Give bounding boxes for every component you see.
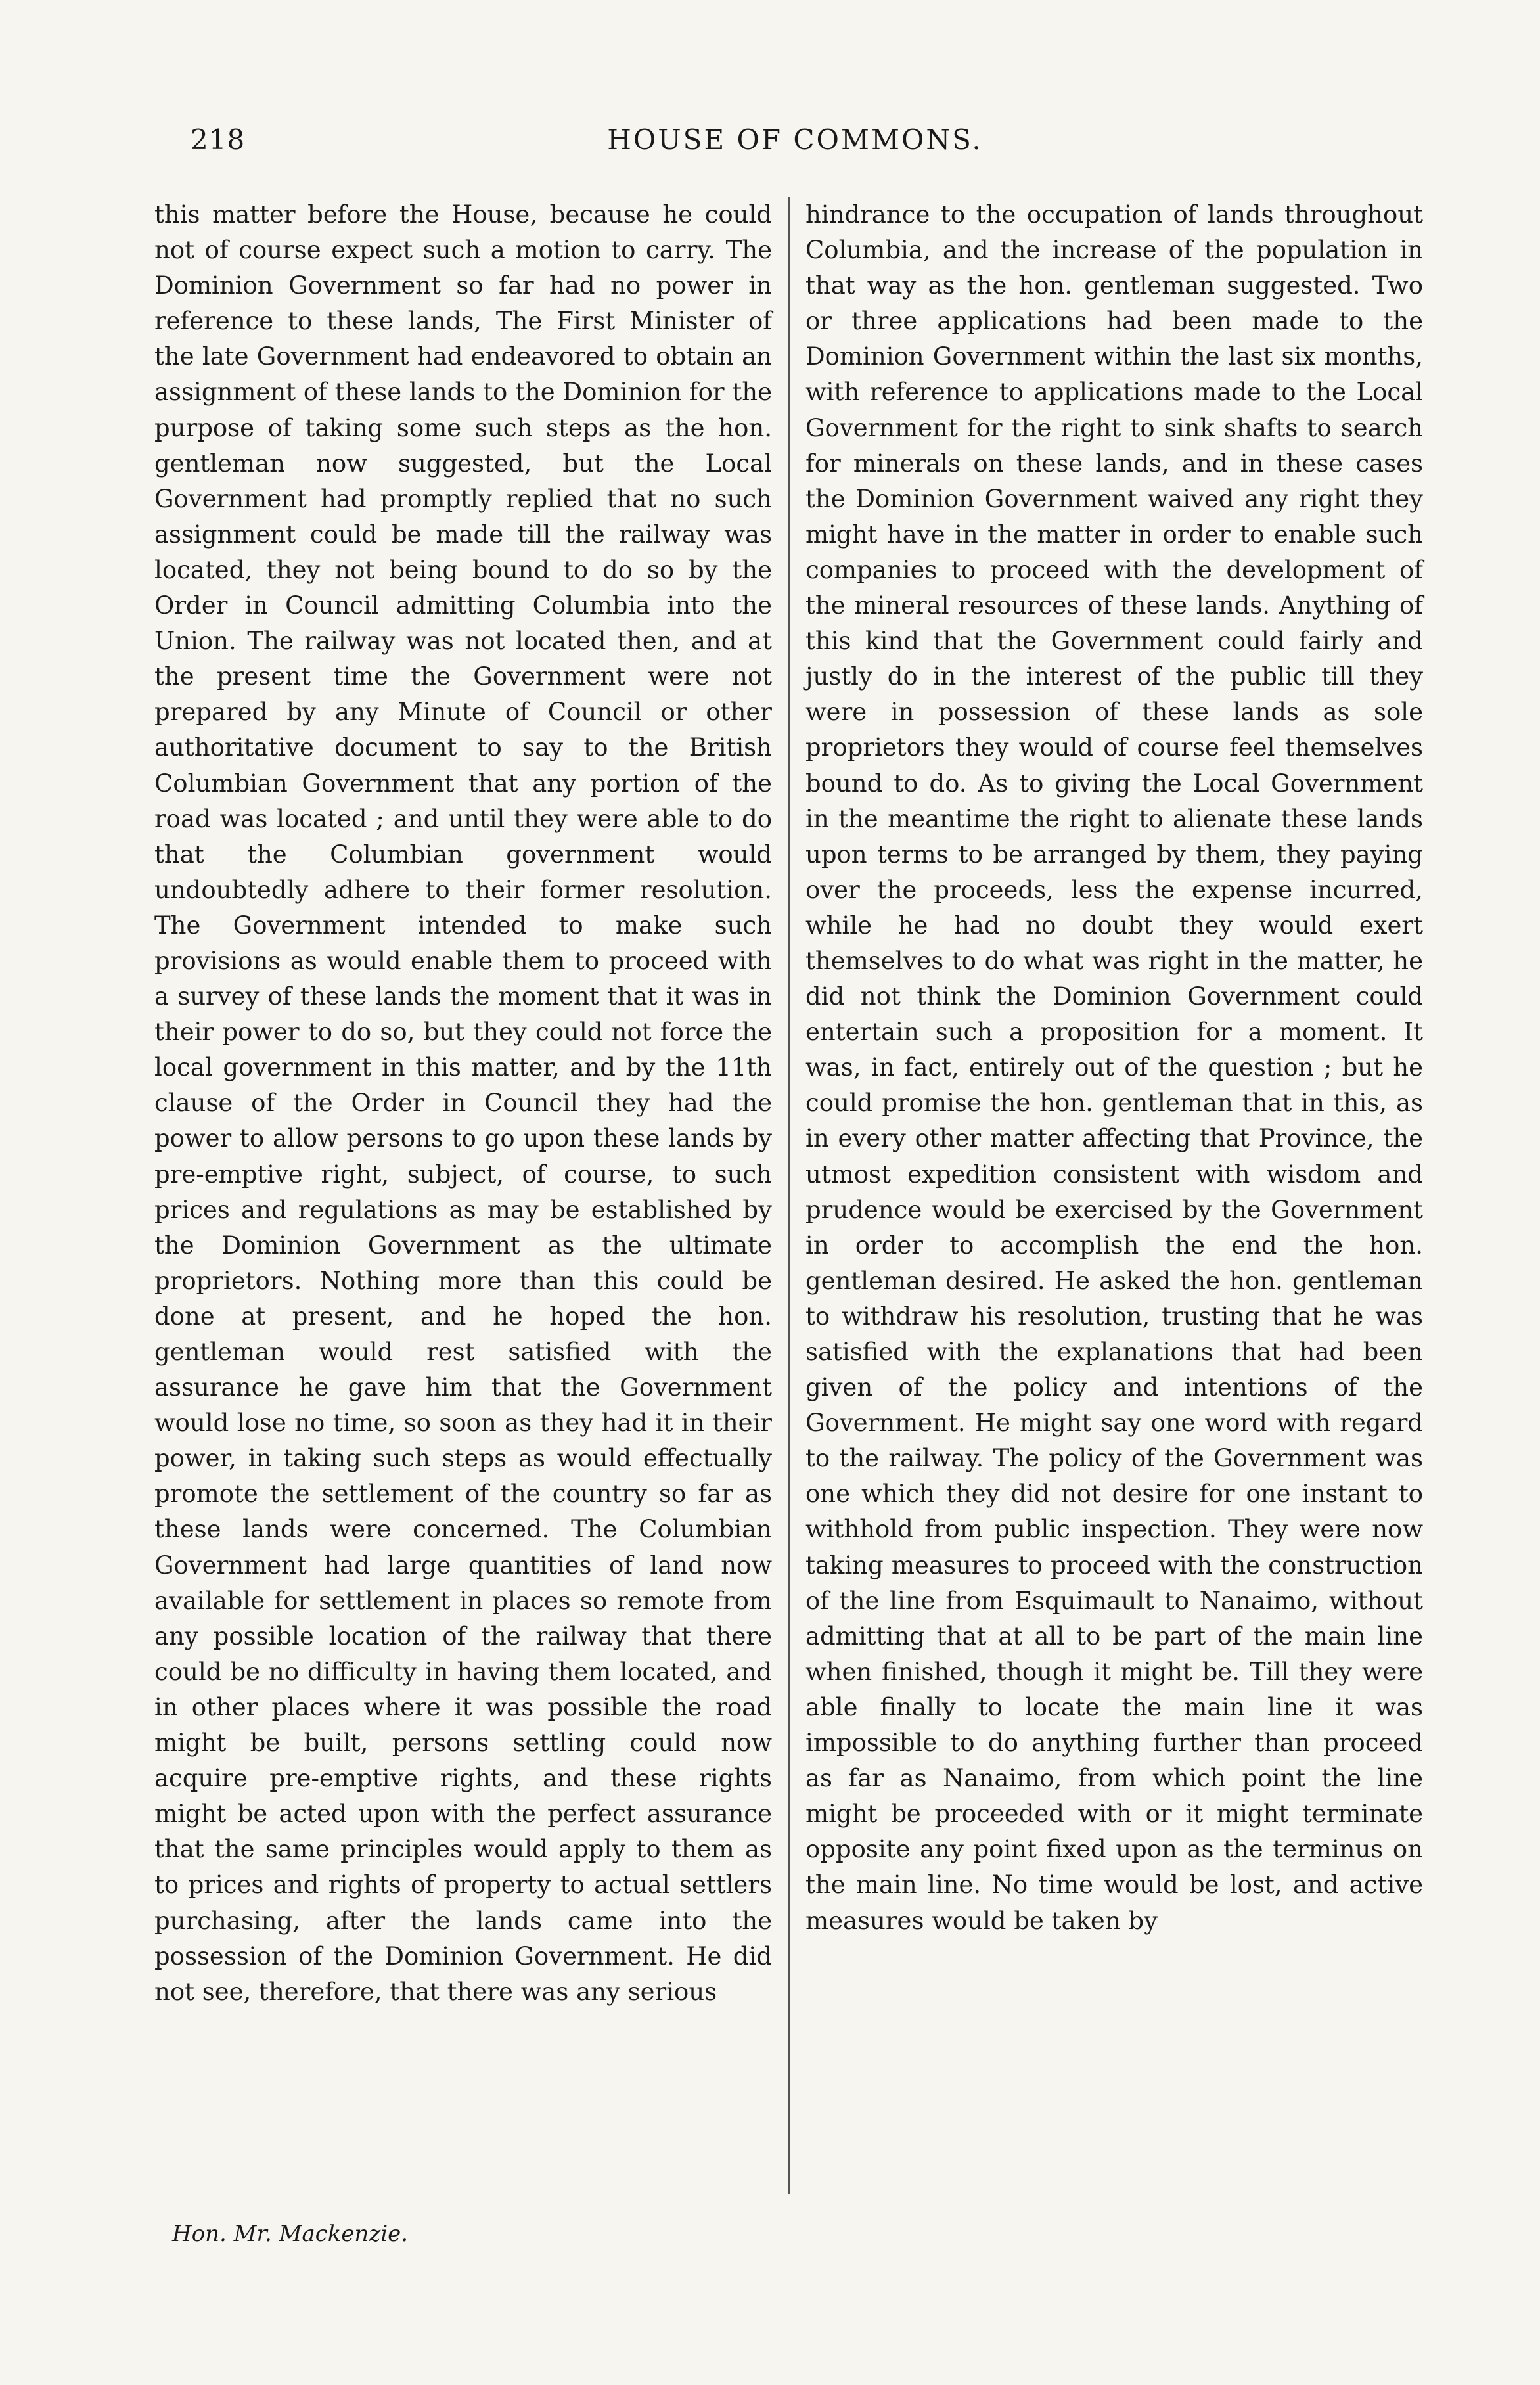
page-number: 218 (191, 124, 246, 156)
left-column (154, 197, 772, 2010)
running-head: HOUSE OF COMMONS. (607, 124, 983, 156)
column-divider (788, 197, 790, 2194)
right-column (805, 197, 1423, 1939)
left-column-text: this matter before the House, because he could not of course expect such a motion to carry. The Dominion Government so far had no power in reference to these lands, The First Minister of the late Government had endeavored to obtain an assignment of these lands to the Dominion for the purpose of taking some such steps as the hon. gentleman now suggested, but the Local Government had promptly replied that no such assignment could be made till the railway was located, they not being bound to do so by the Order in Council admitting Columbia into the Union. The railway was not located then, and at the present time the Government were not prepared by any Minute of Council or other authoritative document to say to the British Columbian Government that any portion of the road was located ; and until they were able to do that the Columbian government would undoubtedly adhere to their former resolution. The Government intended to make such provisions as would enable them to proceed with a survey of these lands the moment that it was in their power to do so, but they could not force the local government in this matter, and by the 11th clause of the Order in Council they had the power to allow persons to go upon these lands by pre-emptive right, subject, of course, to such prices and regulations as may be established by the Dominion Government as the ultimate proprietors. Nothing more than this could be done at present, and he hoped the hon. gentleman would rest satisfied with the assurance he gave him that the Government would lose no time, so soon as they had it in their power, in taking such steps as would effectually promote the settlement of the country so far as these lands were concerned. The Columbian Government had large quantities of land now available for settlement in places so remote from any possible location of the railway that there could be no difficulty in having them located, and in other places where it was possible the road might be built, persons settling could now acquire pre-emptive rights, and these rights might be acted upon with the perfect assurance that the same principles would apply to them as to prices and rights of property to actual settlers purchasing, after the lands came into the possession of the Dominion Government. He did not see, therefore, that there was any serious (154, 200, 772, 2006)
page-header (177, 124, 1413, 170)
speaker-footer: Hon. Mr. Mackenzie. (172, 2221, 409, 2247)
right-column-text: hindrance to the occupation of lands throughout Columbia, and the increase of the population in that way as the hon. gentleman suggested. Two or three applications had been made to the Dominion Government within the last six months, with reference to applications made to the Local Government for the right to sink shafts to search for minerals on these lands, and in these cases the Dominion Government waived any right they might have in the matter in order to enable such companies to proceed with the development of the mineral resources of these lands. Anything of this kind that the Government could fairly and justly do in the interest of the public till they were in possession of these lands as sole proprietors they would of course feel themselves bound to do. As to giving the Local Government in the meantime the right to alienate these lands upon terms to be arranged by them, they paying over the proceeds, less the expense incurred, while he had no doubt they would exert themselves to do what was right in the matter, he did not think the Dominion Government could entertain such a proposition for a moment. It was, in fact, entirely out of the question ; but he could promise the hon. gentleman that in this, as in every other matter affecting that Province, the utmost expedition consistent with wisdom and prudence would be exercised by the Government in order to accomplish the end the hon. gentleman desired. He asked the hon. gentleman to withdraw his resolution, trusting that he was satisfied with the explanations that had been given of the policy and intentions of the Government. He might say one word with regard to the railway. The policy of the Government was one which they did not desire for one instant to withhold from public inspection. They were now taking measures to proceed with the construction of the line from Esquimault to Nanaimo, without admitting that at all to be part of the main line when finished, though it might be. Till they were able finally to locate the main line it was impossible to do anything further than proceed as far as Nanaimo, from which point the line might be proceeded with or it might terminate opposite any point fixed upon as the terminus on the main line. No time would be lost, and active measures would be taken by (805, 200, 1423, 1935)
